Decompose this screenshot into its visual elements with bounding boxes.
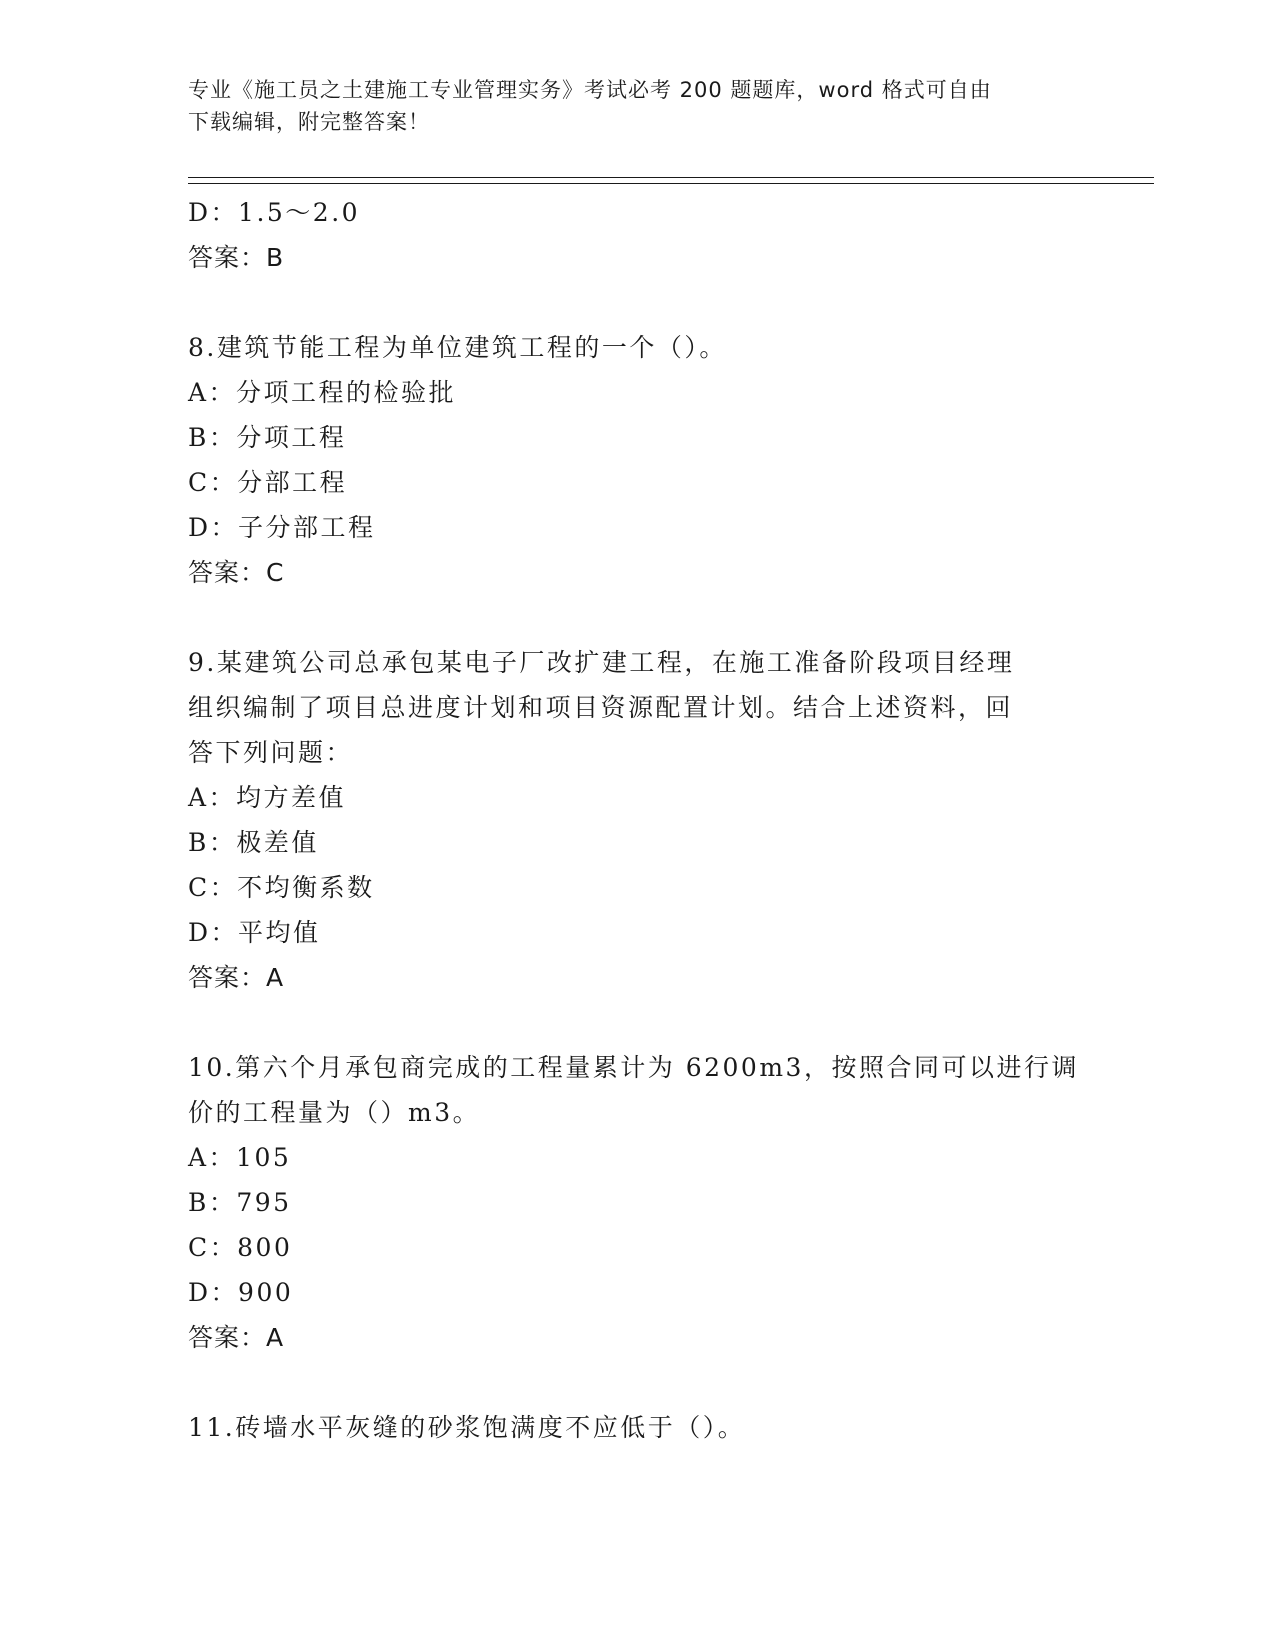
question-stem-line-2: 价的工程量为（）m3。 [188, 1098, 481, 1127]
option-c: C：分部工程 [188, 468, 348, 497]
answer-line: 答案：C [188, 558, 285, 587]
question-stem-line-2: 组织编制了项目总进度计划和项目资源配置计划。结合上述资料，回 [188, 693, 1014, 722]
spacer [188, 595, 1088, 640]
option-d: D：900 [188, 1278, 294, 1307]
option-b: B：分项工程 [188, 423, 347, 452]
question-11 [188, 1405, 1088, 1450]
answer-line: 答案：A [188, 1323, 285, 1352]
spacer [188, 280, 1088, 325]
header-line-2: 下载编辑，附完整答案！ [188, 110, 430, 134]
option-d: D：1.5～2.0 [188, 198, 361, 227]
header-divider-bottom [188, 183, 1154, 184]
question-fragment-7 [188, 190, 1088, 280]
header-divider-top [188, 177, 1154, 178]
spacer [188, 1360, 1088, 1405]
question-9 [188, 640, 1088, 1000]
document-header [188, 74, 1068, 138]
question-stem-line-3: 答下列问题： [188, 738, 354, 767]
option-a: A：105 [188, 1143, 292, 1172]
answer-line: 答案：A [188, 963, 285, 992]
document-body [188, 190, 1088, 1450]
option-a: A：分项工程的检验批 [188, 378, 457, 407]
header-line-1: 专业《施工员之土建施工专业管理实务》考试必考 200 题题库，word 格式可自由 [188, 78, 992, 102]
answer-line: 答案：B [188, 243, 285, 272]
option-c: C：不均衡系数 [188, 873, 375, 902]
question-stem: 11.砖墙水平灰缝的砂浆饱满度不应低于（）。 [188, 1413, 746, 1442]
option-b: B：极差值 [188, 828, 319, 857]
option-a: A：均方差值 [188, 783, 347, 812]
question-stem-line-1: 9.某建筑公司总承包某电子厂改扩建工程，在施工准备阶段项目经理 [188, 648, 1015, 677]
option-b: B：795 [188, 1188, 292, 1217]
spacer [188, 1000, 1088, 1045]
question-8 [188, 325, 1088, 595]
option-d: D：子分部工程 [188, 513, 376, 542]
question-10 [188, 1045, 1088, 1360]
option-c: C：800 [188, 1233, 293, 1262]
question-stem-line-1: 10.第六个月承包商完成的工程量累计为 6200m3，按照合同可以进行调 [188, 1053, 1079, 1082]
question-stem: 8.建筑节能工程为单位建筑工程的一个（）。 [188, 333, 727, 362]
option-d: D：平均值 [188, 918, 321, 947]
